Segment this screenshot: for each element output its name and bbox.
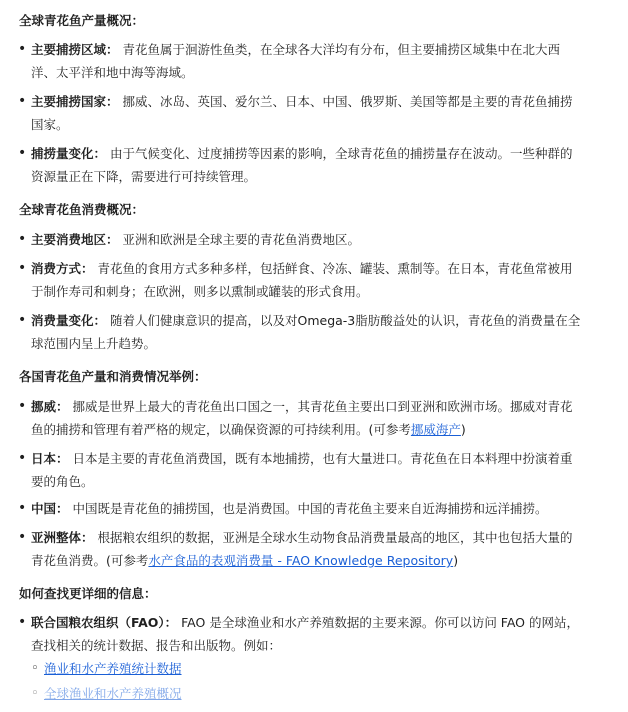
sub-list-item <box>31 657 182 680</box>
item-text: 由于气候变化、过度捕捞等因素的影响，全球青花鱼的捕捞量存在波动。一些种群的资源量正在下降，需要进行可持续管理。 <box>31 146 573 184</box>
item-label: 亚洲整体： <box>31 530 94 545</box>
item-label: 消费方式： <box>31 261 94 276</box>
item-text: 亚洲和欧洲是全球主要的青花鱼消费地区。 <box>122 232 361 247</box>
bullet-icon: • <box>18 312 27 328</box>
list-item <box>18 309 583 355</box>
item-label: 主要捕捞国家： <box>31 94 119 109</box>
item-label: 主要捕捞区域： <box>31 42 119 57</box>
bullet-icon: • <box>18 41 27 57</box>
fao-overview-link[interactable]: 全球渔业和水产养殖概况 <box>44 686 182 701</box>
sub-list-item <box>31 682 182 705</box>
section-heading-production: 全球青花鱼产量概况： <box>19 13 145 28</box>
item-label: 联合国粮农组织（FAO）： <box>31 615 178 630</box>
section-heading-more-info: 如何查找更详细的信息： <box>19 586 157 601</box>
bullet-icon: • <box>18 398 27 414</box>
bullet-icon: • <box>18 145 27 161</box>
item-text: 挪威、冰岛、英国、爱尔兰、日本、中国、俄罗斯、美国等都是主要的青花鱼捕捞国家。 <box>31 94 573 132</box>
fao-statistics-link[interactable]: 渔业和水产养殖统计数据 <box>44 661 182 676</box>
bullet-icon: • <box>18 93 27 109</box>
fao-repository-link[interactable]: 水产食品的表观消费量 - FAO Knowledge Repository <box>148 553 454 568</box>
list-item-asia <box>18 526 583 572</box>
item-label: 主要消费地区： <box>31 232 119 247</box>
section-heading-consumption: 全球青花鱼消费概况： <box>19 202 145 217</box>
circle-bullet-icon: ◦ <box>31 661 39 676</box>
item-label: 消费量变化： <box>31 313 107 328</box>
item-text: 中国既是青花鱼的捕捞国，也是消费国。中国的青花鱼主要来自近海捕捞和远洋捕捞。 <box>72 501 548 516</box>
bullet-icon: • <box>18 614 27 630</box>
item-text: 青花鱼的食用方式多种多样，包括鲜食、冷冻、罐装、熏制等。在日本，青花鱼常被用于制作寿司和刺身；在欧洲，则多以熏制或罐装的形式食用。 <box>31 261 573 299</box>
bullet-icon: • <box>18 529 27 545</box>
list-item-fao <box>18 611 583 657</box>
norway-seafood-link[interactable]: 挪威海产 <box>410 422 461 437</box>
item-text: 根据粮农组织的数据，亚洲是全球水生动物食品消费量最高的地区，其中也包括大量的青花鱼消费。(可参考 <box>31 530 573 568</box>
item-text-after: ) <box>460 422 466 437</box>
item-label: 中国： <box>31 501 69 516</box>
list-item <box>18 90 583 136</box>
item-label: 捕捞量变化： <box>31 146 107 161</box>
item-text: 青花鱼属于洄游性鱼类，在全球各大洋均有分布，但主要捕捞区域集中在北大西洋、太平洋和地中海等海域。 <box>31 42 561 80</box>
item-text: 随着人们健康意识的提高，以及对Omega-3脂肪酸益处的认识，青花鱼的消费量在全球范围内呈上升趋势。 <box>31 313 581 351</box>
list-item <box>18 228 583 251</box>
list-item-norway <box>18 395 583 441</box>
circle-bullet-icon: ◦ <box>31 686 39 701</box>
item-label: 日本： <box>31 451 69 466</box>
item-text: FAO 是全球渔业和水产养殖数据的主要来源。你可以访问 FAO 的网站，查找相关的统计数据、报告和出版物。例如： <box>31 615 579 653</box>
list-item <box>18 142 583 188</box>
list-item <box>18 38 583 84</box>
bullet-icon: • <box>18 450 27 466</box>
bullet-icon: • <box>18 231 27 247</box>
list-item-china <box>18 497 583 520</box>
bullet-icon: • <box>18 260 27 276</box>
item-text-after: ) <box>453 553 459 568</box>
section-heading-country-examples: 各国青花鱼产量和消费情况举例： <box>19 369 207 384</box>
list-item <box>18 257 583 303</box>
item-label: 挪威： <box>31 399 69 414</box>
item-text: 日本是主要的青花鱼消费国，既有本地捕捞，也有大量进口。青花鱼在日本料理中扮演着重要的角色。 <box>31 451 573 489</box>
list-item-japan <box>18 447 583 493</box>
bullet-icon: • <box>18 500 27 516</box>
item-text: 挪威是世界上最大的青花鱼出口国之一，其青花鱼主要出口到亚洲和欧洲市场。挪威对青花鱼的捕捞和管理有着严格的规定，以确保资源的可持续利用。(可参考 <box>31 399 573 437</box>
